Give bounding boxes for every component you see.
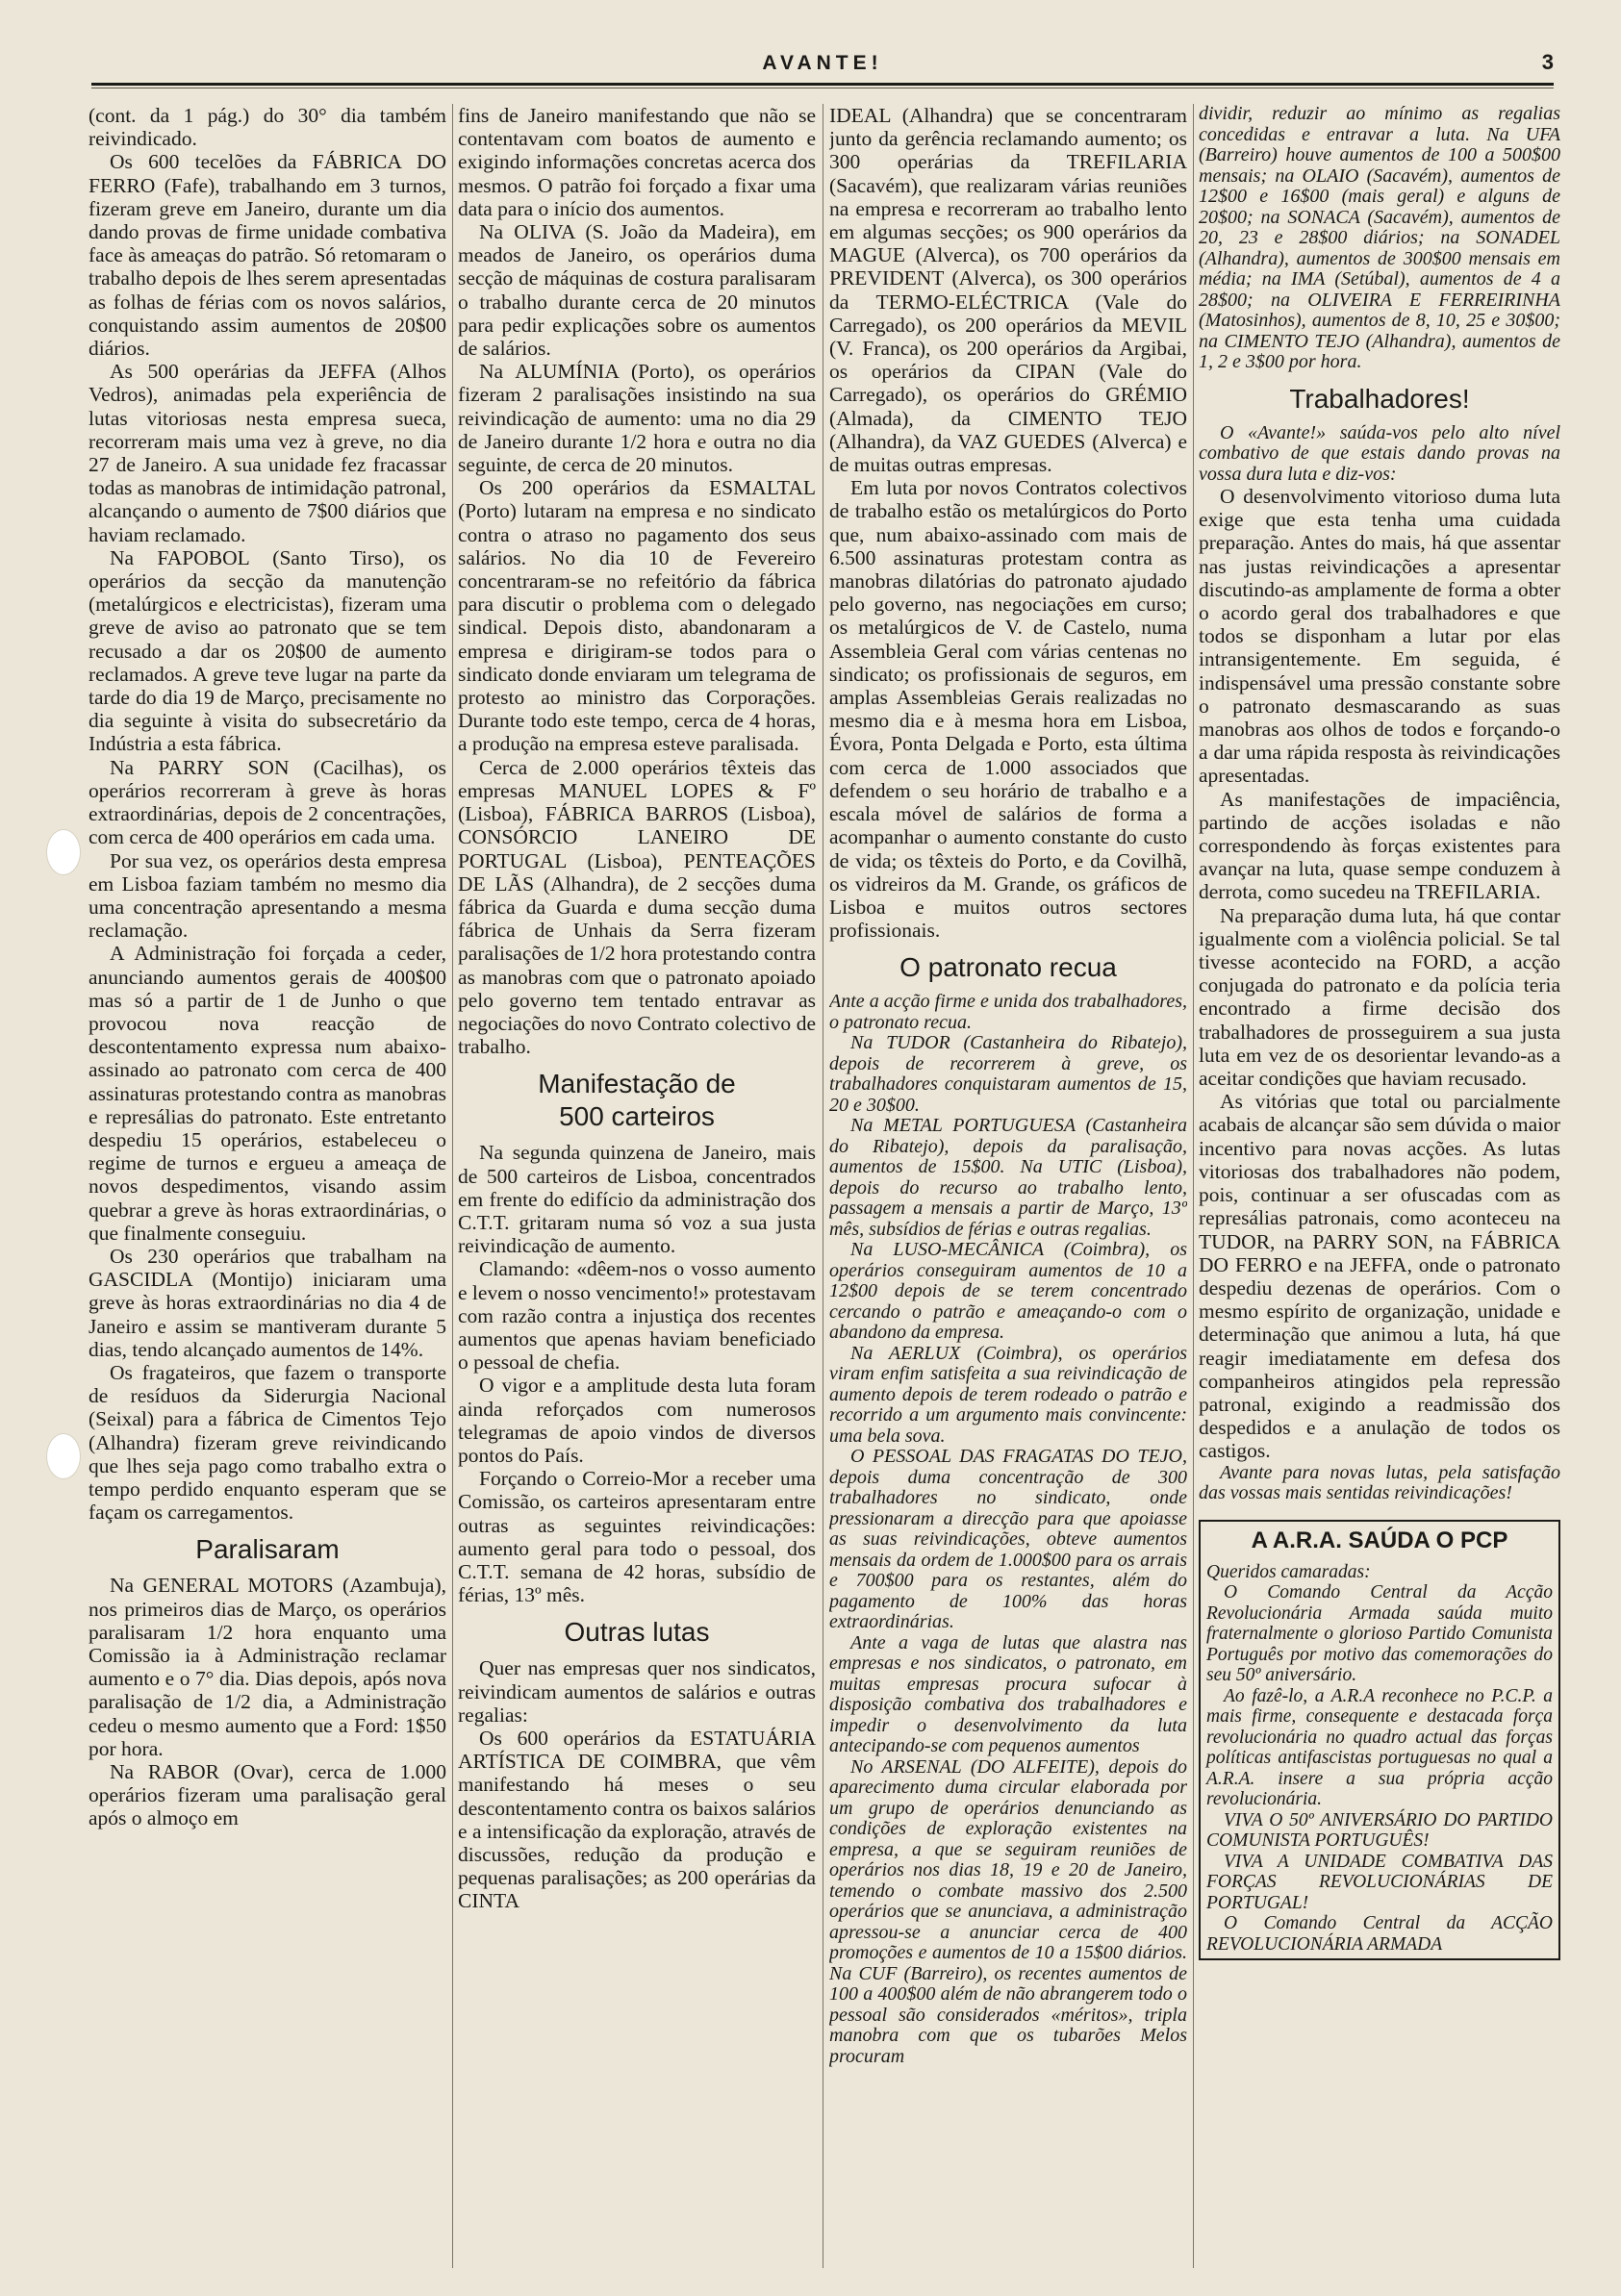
masthead <box>91 46 1554 81</box>
column-divider <box>1193 104 1194 2268</box>
column-2 <box>458 104 816 2278</box>
paragraph: IDEAL (Alhandra) que se concentraram junto da gerência reclamando aumento; os 300 operárias da TREFILARIA (Sacavém), que realizaram várias reuniões na empresa e recorreram ao trabalho lento em algumas secções; os 900 operários da MAGUE (Alverca), os 700 operários da PREVIDENT (Alverca), os 300 operários da TERMO-ELÉCTRICA (Vale do Carregado), os 200 operários da MEVIL (V. Franca), os 200 operários da Argibai, os operários da CIPAN (Vale do Carregado), os operários do GRÉMIO (Almada), da CIMENTO TEJO (Alhandra), da VAZ GUEDES (Alverca) e de muitas outras empresas. <box>829 104 1187 477</box>
box-greeting: Queridos camaradas: <box>1206 1561 1371 1582</box>
italic-paragraph: Ante a acção firme e unida dos trabalhadores, o patronato recua. <box>829 991 1187 1033</box>
italic-closing: Avante para novas lutas, pela satisfação das vossas mais sentidas reivindicações! <box>1199 1461 1560 1504</box>
box-slogan: VIVA O 50º ANIVERSÁRIO DO PARTIDO COMUNISTA PORTUGUÊS! <box>1206 1809 1553 1852</box>
column-4 <box>1199 104 1560 2278</box>
section-heading: O patronato recua <box>899 952 1117 983</box>
paragraph: Na GENERAL MOTORS (Azambuja), nos primeiros dias de Março, os operários paralisaram 1/2 hora enquanto uma Comissão ia à Administração reclamar aumento e o 7° dia. Dias depois, após nova paralisação de 1/2 dia, a Administração cedeu o mesmo aumento que a Ford: 1$50 por hora. <box>89 1574 446 1760</box>
box-paragraph: O Comando Central da Acção Revolucionária Armada saúda muito fraternalmente o glorioso Partido Comunista Português por motivo das comemorações do seu 50º aniversário. <box>1206 1582 1553 1686</box>
ara-greeting-box <box>1199 1520 1560 1961</box>
italic-paragraph: Na LUSO-MECÂNICA (Coimbra), os operários conseguiram aumentos de 10 a 12$00 depois de se terem concentrado cercando o patrão e ameaçando-o com o abandono da empresa. <box>829 1239 1187 1344</box>
section-heading: Paralisaram <box>195 1534 340 1565</box>
section-heading: Outras lutas <box>564 1617 710 1648</box>
paragraph: Os 200 operários da ESMALTAL (Porto) lutaram na empresa e no sindicato contra o atraso no pagamento dos seus salários. No dia 10 de Fevereiro concentraram-se no refeitório da fábrica para discutir o problema com o delegado sindical. Depois disto, abandonaram a empresa e dirigiram-se todos para o sindicato donde enviaram um telegrama de protesto ao ministro das Corporações. Durante todo este tempo, cerca de 4 horas, a produção na empresa esteve paralisada. <box>458 476 816 756</box>
paragraph: Na preparação duma luta, há que contar igualmente com a violência policial. Se tal tivesse acontecido na FORD, a acção conjugada do patronato e da polícia teria encontrado a firme decisão dos trabalhadores de prosseguirem a sua justa luta em vez de os desorientar levando-as a aceitar condições que haviam recusado. <box>1199 903 1560 1091</box>
paragraph: Por sua vez, os operários desta empresa em Lisboa faziam também no mesmo dia uma concentração apresentando a mesma reclamação. <box>89 848 446 943</box>
paragraph: Quer nas empresas quer nos sindicatos, reivindicam aumentos de salários e outras regalias: <box>458 1656 816 1727</box>
paragraph: Na RABOR (Ovar), cerca de 1.000 operários fizeram uma paralisação geral após o almoço em <box>89 1760 446 1830</box>
newspaper-title: AVANTE! <box>762 52 883 74</box>
italic-lead: O «Avante!» saúda-vos pelo alto nível combativo de que estais dando provas na vossa dura luta e diz-vos: <box>1199 421 1560 485</box>
italic-paragraph: Na TUDOR (Castanheira do Ribatejo), depois de recorrerem à greve, os trabalhadores conquistaram aumentos de 15, 20 e 30$00. <box>829 1032 1187 1116</box>
paragraph: O desenvolvimento vitorioso duma luta exige que esta tenha uma cuidada preparação. Antes do mais, há que assentar nas justas reivindicações a apresentar discutindo-as amplamente de forma a obter o acordo geral dos trabalhadores e que todos se disponham a lutar por elas intransigentemente. Em seguida, é indispensável uma pressão constante sobre o patronato desmascarando as suas manobras aos olhos de todos e forçando-o a dar uma rápida resposta às reivindicações apresentadas. <box>1199 485 1560 788</box>
paragraph: fins de Janeiro manifestando que não se contentavam com boatos de aumento e exigindo informações concretas acerca dos mesmos. O patrão foi forçado a fixar uma data para o início dos aumentos. <box>458 104 816 220</box>
paragraph: Na PARRY SON (Cacilhas), os operários recorreram à greve às horas extraordinárias, depois de 2 concentrações, com cerca de 400 operários em cada uma. <box>89 755 446 849</box>
box-title: A A.R.A. SAÚDA O PCP <box>1251 1526 1508 1553</box>
paragraph: A Administração foi forçada a ceder, anunciando aumentos gerais de 400$00 mas só a partir de 1 de Junho o que provocou nova reacção de descontentamento expressa num abaixo-assinado ao patronato com cerca de 400 assinaturas protestando contra as manobras e represálias do patronato. Este entretanto despediu 15 operários, estabeleceu o regime de turnos e ergueu a ameaça de novos despedimentos, visando assim quebrar a greve às horas extraordinárias, o que finalmente conseguiu. <box>89 942 446 1245</box>
paragraph: As manifestações de impaciência, partindo de acções isoladas e não correspondendo às forças existentes para avançar na luta, quase sempe conduzem à derrota, como sucedeu na TREFILARIA. <box>1199 787 1560 904</box>
paragraph: Em luta por novos Contratos colectivos de trabalho estão os metalúrgicos do Porto que, num abaixo-assinado com mais de 6.500 assinaturas protestam contra as manobras dilatórias do patronato ajudado pelo governo, nas negociações em curso; os metalúrgicos de V. de Castelo, numa Assembleia Geral com várias centenas no sindicato; os profissionais de seguros, em amplas Assembleias Gerais realizadas no mesmo dia e à mesma hora em Lisboa, Évora, Ponta Delgada e Porto, esta última com cerca de 1.000 associados que defendem o seu horário de trabalho e a escala móvel de salários de forma a acompanhar o aumento constante do custo de vida; os têxteis do Porto, e da Covilhã, os vidreiros da M. Grande, os gráficos de Lisboa e muitos outros sectores profissionais. <box>829 476 1187 943</box>
paragraph: Os 600 operários da ESTATUÁRIA ARTÍSTICA DE COIMBRA, que vêm manifestando há meses o seu descontentamento contra os baixos salários e a intensificação da exploração, através de discussões, redução da produção e pequenas paralisações; as 200 operárias da CINTA <box>458 1727 816 1913</box>
paragraph: Forçando o Correio-Mor a receber uma Comissão, os carteiros apresentaram entre outras as seguintes reivindicações: aumento geral para todo o pessoal, dos C.T.T. semana de 42 horas, subsídio de férias, 13º mês. <box>458 1467 816 1607</box>
paragraph: Na segunda quinzena de Janeiro, mais de 500 carteiros de Lisboa, concentrados em frente do edifício da administração dos C.T.T. gritaram numa só voz a sua justa reivindicação de aumento. <box>458 1141 816 1258</box>
paragraph: Na OLIVA (S. João da Madeira), em meados de Janeiro, os operários duma secção de máquinas de costura paralisaram o trabalho durante cerca de 20 minutos para pedir explicações sobre os aumentos de salários. <box>458 220 816 361</box>
header-rule <box>91 83 1554 86</box>
punch-hole <box>46 1433 81 1479</box>
page-number: 3 <box>1541 50 1554 74</box>
paragraph: As 500 operárias da JEFFA (Alhos Vedros), animadas pela experiência de lutas vitoriosas nesta empresa sueca, recorreram mais uma vez à greve, no dia 27 de Janeiro. A sua unidade fez fracassar todas as manobras de intimidação patronal, alcançando o aumento de 7$00 diários que haviam reclamado. <box>89 360 446 546</box>
italic-paragraph: Na AERLUX (Coimbra), os operários viram enfim satisfeita a sua reivindicação de aumento depois de terem rodeado o patrão e recorrido a um argumento mais convincente: uma bela sova. <box>829 1342 1187 1447</box>
section-heading-line: 500 carteiros <box>559 1101 715 1132</box>
paragraph: Clamando: «dêem-nos o vosso aumento e levem o nosso vencimento!» protestavam com razão contra a injustiça dos recentes aumentos que apenas haviam beneficiado o pessoal de chefia. <box>458 1257 816 1375</box>
column-3 <box>829 104 1187 2278</box>
section-heading: Trabalhadores! <box>1289 383 1470 414</box>
section-heading-line: Manifestação de <box>538 1069 736 1099</box>
punch-hole <box>46 829 81 875</box>
paragraph: Os fragateiros, que fazem o transporte de resíduos da Siderurgia Nacional (Seixal) para a fábrica de Cimentos Tejo (Alhandra) fizeram greve reivindicando que lhes seja pago como trabalho extra o tempo perdido enquanto esperam que se façam os carregamentos. <box>89 1360 446 1525</box>
box-paragraph: Ao fazê-lo, a A.R.A reconhece no P.C.P. a mais firme, consequente e destacada força revolucionária no quadro actual das forças políticas antifascistas portuguesas no qual a A.R.A. insere a sua própria acção revolucionária. <box>1206 1685 1553 1810</box>
italic-paragraph: Ante a vaga de lutas que alastra nas empresas e nos sindicatos, o patronato, em muitas empresas procura sufocar à disposição combativa dos trabalhadores e impedir o desenvolvimento da luta antecipando-se com pequenos aumentos <box>829 1631 1187 1757</box>
paragraph: Na ALUMÍNIA (Porto), os operários fizeram 2 paralisações insistindo na sua reivindicação de aumento: uma no dia 29 de Janeiro durante 1/2 hora e outra no dia seguinte, de cerca de 20 minutos. <box>458 360 816 477</box>
section-heading <box>458 1068 816 1133</box>
column-1 <box>89 104 446 2278</box>
italic-paragraph: dividir, reduzir ao mínimo as regalias concedidas e entravar a luta. Na UFA (Barreiro) houve aumentos de 100 a 500$00 mensais; na OLAIO (Sacavém), aumentos de 12$00 e 16$00 (mais geral) e alguns de 20$00; na SONACA (Sacavém), aumentos de 20, 23 e 28$00 diários; na SONADEL (Alhandra), aumentos de 300$00 mensais em média; na IMA (Setúbal), aumentos de 4 a 28$00; na OLIVEIRA E FERREIRINHA (Matosinhos), aumentos de 8, 10, 25 e 30$00; na CIMENTO TEJO (Alhandra), aumentos de 1, 2 e 3$00 por hora. <box>1199 104 1560 372</box>
paragraph: Os 600 tecelões da FÁBRICA DO FERRO (Fafe), trabalhando em 3 turnos, fizeram greve em Janeiro, durante um dia dando provas de firme unidade combativa face às ameaças do patrão. Só retomaram o trabalho depois de lhes serem apresentadas as folhas de férias com os novos salários, conquistando assim aumentos de 20$00 diários. <box>89 150 446 361</box>
box-slogan: VIVA A UNIDADE COMBATIVA DAS FORÇAS REVOLUCIONÁRIAS DE PORTUGAL! <box>1206 1851 1553 1913</box>
paragraph: Na FAPOBOL (Santo Tirso), os operários da secção da manutenção (metalúrgicos e electricistas), fizeram uma greve de aviso ao patronato que se tem recusado a dar os 20$00 de aumento reclamados. A greve teve lugar na parte da tarde do dia 19 de Março, precisamente no dia seguinte à visita do subsecretário da Indústria a esta fábrica. <box>89 545 446 756</box>
italic-paragraph: Na METAL PORTUGUESA (Castanheira do Ribatejo), depois da paralisação, aumentos de 15$00. Na UTIC (Lisboa), depois do recurso ao trabalho lento, passagem a mensais a partir de Março, 13º mês, subsídios de férias e outras regalias. <box>829 1115 1187 1240</box>
paragraph: O vigor e a amplitude desta luta foram ainda reforçados com numerosos telegramas de apoio vindos de diversos pontos do País. <box>458 1374 816 1467</box>
paragraph: (cont. da 1 pág.) do 30° dia também reivindicado. <box>89 104 446 151</box>
column-divider <box>452 104 453 2268</box>
paragraph: As vitórias que total ou parcialmente acabais de alcançar são sem dúvida o maior incentivo para novas acções. As lutas vitoriosas dos trabalhadores não podem, pois, continuar a ser ofuscadas com as represálias patronais, como aconteceu na TUDOR, na PARRY SON, na FÁBRICA DO FERRO e na JEFFA, onde o patronato despediu dezenas de operários. Com o mesmo espírito de organização, unidade e determinação que animou a luta, há que reagir imediatamente em defesa dos companheiros atingidos pela repressão patronal, exigindo a readmissão dos despedidos e a anulação de todos os castigos. <box>1199 1090 1560 1463</box>
italic-paragraph: O PESSOAL DAS FRAGATAS DO TEJO, depois duma concentração de 300 trabalhadores no sindicato, onde pressionaram a direcção para que apoiasse as suas reivindicações, obteve aumentos mensais da ordem de 1.000$00 para os arrais e 700$00 para os restantes, além do pagamento de 100% das horas extraordinárias. <box>829 1446 1187 1633</box>
box-signature: O Comando Central da ACÇÃO REVOLUCIONÁRIA ARMADA <box>1206 1913 1553 1955</box>
paragraph: Cerca de 2.000 operários têxteis das empresas MANUEL LOPES & Fº (Lisboa), FÁBRICA BARROS (Lisboa), CONSÓRCIO LANEIRO DE PORTUGAL (Lisboa), PENTEAÇÕES DE LÃS (Alhandra), de 2 secções duma fábrica da Guarda e duma secção duma fábrica de Unhais da Serra fizeram paralisações de 1/2 hora protestando contra as manobras com que o patronato apoiado pelo governo tem tentado entravar as negociações do novo Contrato colectivo de trabalho. <box>458 755 816 1059</box>
italic-paragraph: No ARSENAL (DO ALFEITE), depois do aparecimento duma circular elaborada por um grupo de operários denunciando as condições de exploração existentes na empresa, a que se seguiram reuniões de operários nos dias 18, 19 e 20 de Janeiro, temendo o combate massivo dos 2.500 operários que se anunciava, a administração apressou-se a anunciar cerca de 400 promoções e aumentos de 10 a 15$00 diários. Na CUF (Barreiro), os recentes aumentos de 100 a 400$00 além de não abrangerem todo o pessoal são considerados «méritos», tripla manobra com que os tubarões Melos procuram <box>829 1755 1187 2067</box>
paragraph: Os 230 operários que trabalham na GASCIDLA (Montijo) iniciaram uma greve às horas extraordinárias no dia 4 de Janeiro e assim se mantiveram durante 5 dias, tendo alcançado aumentos de 14%. <box>89 1244 446 1361</box>
